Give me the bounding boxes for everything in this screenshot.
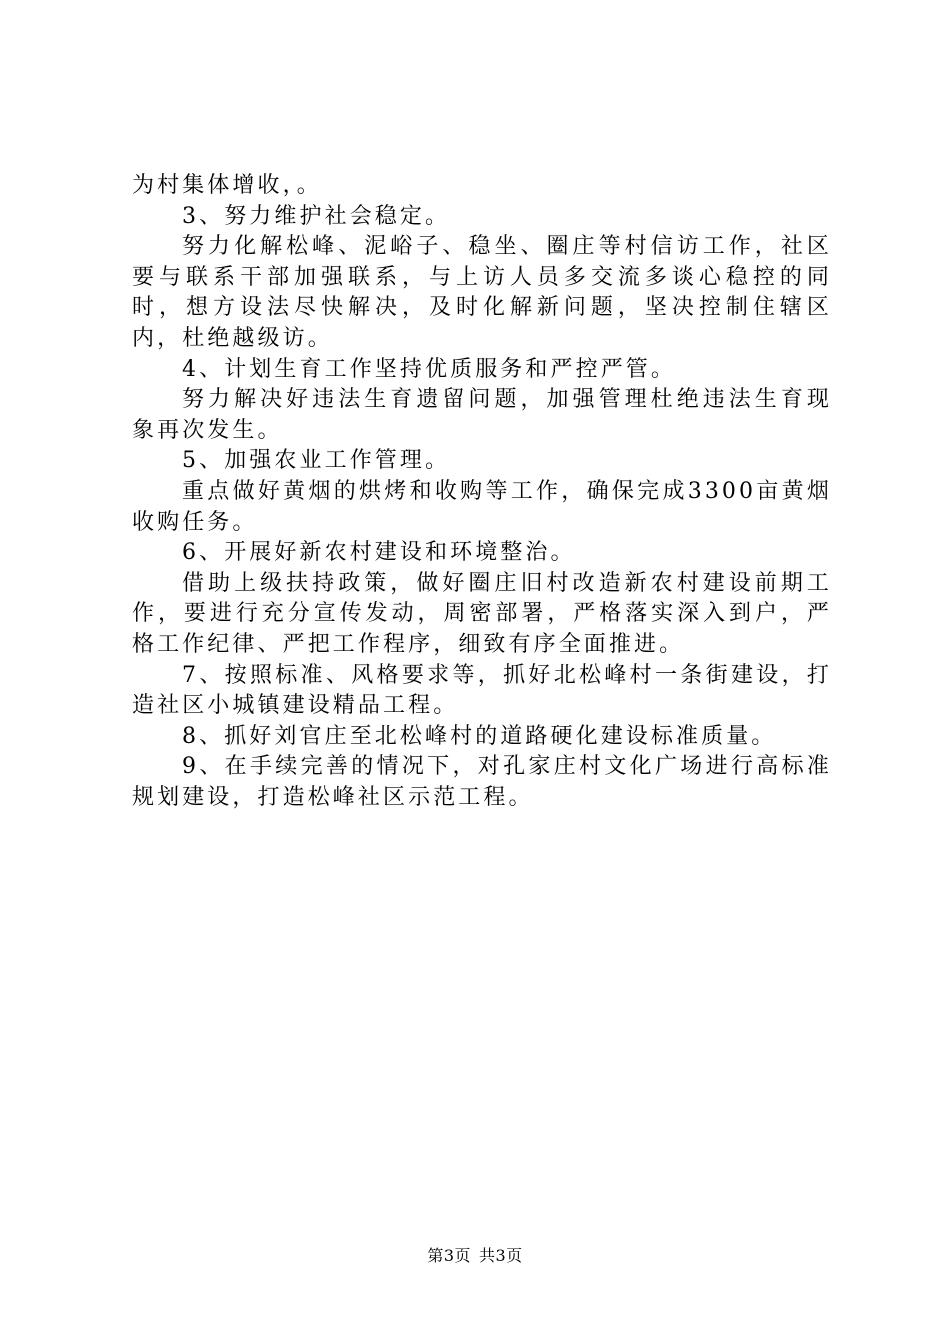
paragraph-8-heading: 6、开展好新农村建设和环境整治。 <box>182 540 576 566</box>
paragraph-7: 重点做好黄烟的烘烤和收购等工作，确保完成3300亩黄烟收购任务。 <box>132 478 832 535</box>
paragraph-3: 努力化解松峰、泥峪子、稳坐、圈庄等村信访工作，社区要与联系干部加强联系，与上访人员多交流多谈心稳控的同时，想方设法尽快解决，及时化解新问题，坚决控制住辖区内，杜绝越级访。 <box>132 234 832 351</box>
page-footer <box>0 1243 950 1266</box>
paragraph-10: 7、按照标准、风格要求等，抓好北松峰村一条街建设，打造社区小城镇建设精品工程。 <box>132 662 832 719</box>
paragraph-4-heading: 4、计划生育工作坚持优质服务和严控严管。 <box>182 356 676 382</box>
paragraph-1: 为村集体增收，。 <box>132 173 322 198</box>
page-total: 共3页 <box>479 1246 523 1265</box>
page-number: 第3页 <box>427 1246 471 1265</box>
paragraph-5: 努力解决好违法生育遗留问题，加强管理杜绝违法生育现象再次发生。 <box>132 387 832 443</box>
paragraph-2-heading: 3、努力维护社会稳定。 <box>182 203 451 229</box>
paragraph-6-heading: 5、加强农业工作管理。 <box>182 448 451 474</box>
document-body <box>132 171 832 813</box>
paragraph-11: 8、抓好刘官庄至北松峰村的道路硬化建设标准质量。 <box>182 723 777 749</box>
paragraph-9: 借助上级扶持政策，做好圈庄旧村改造新农村建设前期工作，要进行充分宣传发动，周密部署，严格落实深入到户，严格工作纪律、严把工作程序，细致有序全面推进。 <box>132 570 832 657</box>
paragraph-12: 9、在手续完善的情况下，对孔家庄村文化广场进行高标准规划建设，打造松峰社区示范工程。 <box>132 754 832 810</box>
